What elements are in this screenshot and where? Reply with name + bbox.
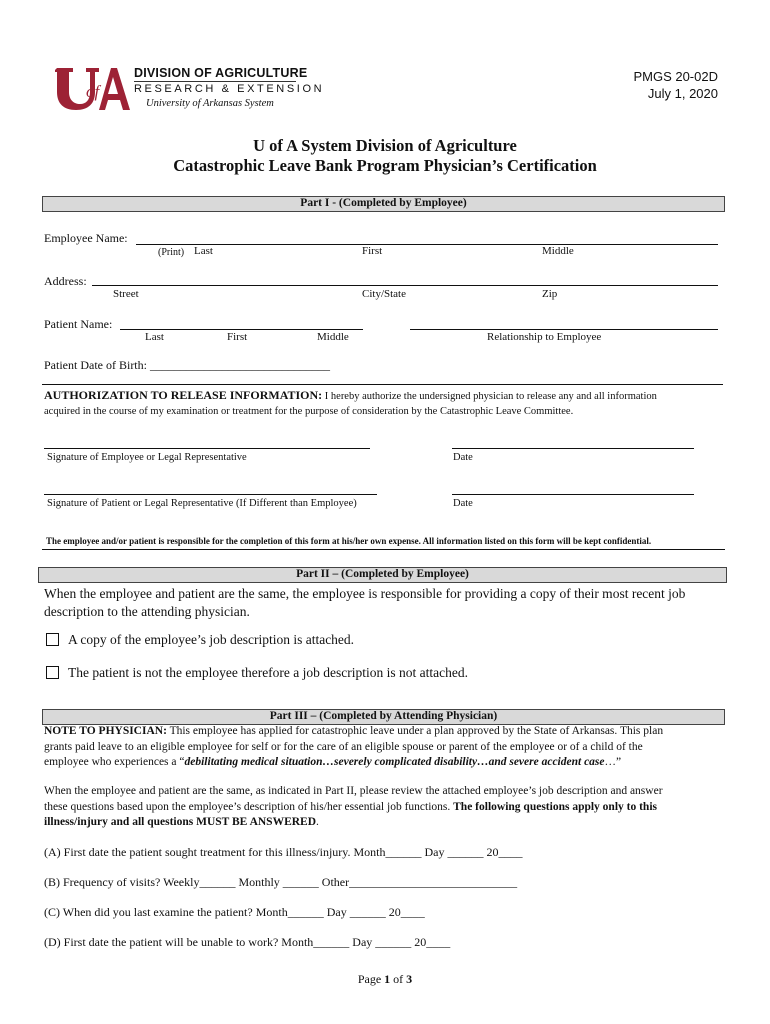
instructions-1: When the employee and patient are the same, as indicated in Part II, please review the attached employee’s job description and answer bbox=[44, 785, 663, 797]
job-description-not-attached-label: The patient is not the employee therefore a job description is not attached. bbox=[68, 665, 468, 680]
patient-name-field[interactable] bbox=[120, 329, 363, 330]
svg-text:of: of bbox=[86, 82, 100, 101]
logo-line1: DIVISION OF AGRICULTURE bbox=[134, 66, 308, 80]
patient-signature-label: Signature of Patient or Legal Representative (If Different than Employee) bbox=[47, 498, 357, 509]
doc-reference bbox=[633, 68, 718, 102]
employee-name-field[interactable] bbox=[136, 244, 718, 245]
patient-middle-hint: Middle bbox=[317, 331, 349, 343]
patient-signature-date-field[interactable] bbox=[452, 494, 694, 495]
patient-first-hint: First bbox=[227, 331, 248, 343]
uofa-logo-mark bbox=[55, 64, 131, 114]
physician-note-heading: NOTE TO PHYSICIAN: bbox=[44, 725, 167, 737]
address-label: Address: bbox=[44, 274, 87, 288]
physician-note-quote: debilitating medical situation…severely complicated disability…and severe accident case bbox=[184, 756, 605, 768]
instructions-3-end: . bbox=[316, 816, 319, 828]
page-number bbox=[0, 972, 770, 987]
date-label-2: Date bbox=[453, 498, 473, 509]
logo-line2: RESEARCH & EXTENSION bbox=[134, 83, 325, 95]
part3-header: Part III – (Completed by Attending Physician) bbox=[42, 709, 725, 725]
patient-name-label: Patient Name: bbox=[44, 317, 113, 331]
question-c[interactable]: (C) When did you last examine the patient? Month______ Day ______ 20____ bbox=[44, 905, 425, 919]
auth-text-2: acquired in the course of my examination or treatment for the purpose of consideration by the Catastrophic Leave Committee. bbox=[44, 406, 574, 417]
logo-divider bbox=[134, 81, 296, 82]
city-state-hint: City/State bbox=[362, 288, 406, 300]
job-description-attached-label: A copy of the employee’s job description is attached. bbox=[68, 632, 355, 647]
part1-header: Part I - (Completed by Employee) bbox=[42, 196, 725, 212]
job-description-attached-checkbox[interactable] bbox=[46, 633, 59, 646]
doc-date: July 1, 2020 bbox=[647, 86, 718, 101]
patient-last-hint: Last bbox=[145, 331, 164, 343]
physician-note-3a: employee who experiences a “ bbox=[44, 756, 185, 768]
question-a[interactable]: (A) First date the patient sought treatment for this illness/injury. Month______ Day ______ 20____ bbox=[44, 845, 523, 859]
logo-line3: University of Arkansas System bbox=[146, 98, 274, 109]
patient-dob-field[interactable]: Patient Date of Birth: ______________________________ bbox=[44, 358, 330, 372]
page-of: of bbox=[390, 972, 407, 986]
physician-instructions bbox=[44, 784, 734, 831]
date-label-1: Date bbox=[453, 452, 473, 463]
physician-note bbox=[44, 724, 734, 771]
page-current: 1 bbox=[384, 972, 391, 986]
employee-signature-label: Signature of Employee or Legal Representative bbox=[47, 452, 247, 463]
physician-note-3c: …” bbox=[604, 756, 622, 768]
middle-hint: Middle bbox=[542, 245, 574, 257]
page-subtitle: Catastrophic Leave Bank Program Physician’s Certification bbox=[173, 156, 597, 175]
part2-intro-2: description to the attending physician. bbox=[44, 604, 250, 619]
confidentiality-note: The employee and/or patient is responsible for the completion of this form at his/her own expense. All information listed on this form will be kept confidential. bbox=[46, 536, 652, 546]
first-hint: First bbox=[362, 245, 383, 257]
instructions-2a: these questions based upon the employee’s description of his/her essential job functions. bbox=[44, 800, 454, 813]
part2-intro-1: When the employee and patient are the same, the employee is responsible for providing a copy of their most recent job bbox=[44, 586, 686, 601]
employee-name-label: Employee Name: bbox=[44, 231, 128, 245]
part2-intro bbox=[44, 585, 744, 621]
page-total: 3 bbox=[406, 972, 413, 986]
physician-note-1: This employee has applied for catastrophic leave under a plan approved by the State of Arkansas. This plan bbox=[166, 725, 664, 737]
part2-header: Part II – (Completed by Employee) bbox=[38, 567, 727, 583]
question-d[interactable]: (D) First date the patient will be unable to work? Month______ Day ______ 20____ bbox=[44, 935, 451, 949]
instructions-2b: The following questions apply only to this bbox=[453, 800, 657, 813]
part1-bottom-rule bbox=[42, 549, 725, 550]
address-field[interactable] bbox=[92, 285, 718, 286]
relationship-hint: Relationship to Employee bbox=[487, 331, 602, 343]
auth-text-1: I hereby authorize the undersigned physician to release any and all information bbox=[322, 391, 657, 402]
authorization-text bbox=[44, 388, 734, 419]
page-prefix: Page bbox=[357, 972, 385, 986]
physician-note-2: grants paid leave to an eligible employee for self or for the care of an eligible spouse or parent of the employee or of a child of the bbox=[44, 740, 643, 753]
doc-code: PMGS 20-02D bbox=[633, 69, 718, 84]
street-hint: Street bbox=[113, 288, 139, 300]
employee-signature-field[interactable] bbox=[44, 448, 370, 449]
patient-signature-field[interactable] bbox=[44, 494, 377, 495]
question-b[interactable]: (B) Frequency of visits? Weekly______ Monthly ______ Other____________________________ bbox=[44, 875, 518, 889]
auth-divider bbox=[42, 384, 723, 385]
relationship-field[interactable] bbox=[410, 329, 718, 330]
page-title: U of A System Division of Agriculture bbox=[253, 136, 517, 155]
zip-hint: Zip bbox=[542, 288, 558, 300]
job-description-not-attached-checkbox[interactable] bbox=[46, 666, 59, 679]
auth-heading: AUTHORIZATION TO RELEASE INFORMATION: bbox=[44, 388, 323, 402]
employee-signature-date-field[interactable] bbox=[452, 448, 694, 449]
print-hint: (Print) bbox=[158, 247, 185, 258]
instructions-3: illness/injury and all questions MUST BE ANSWERED bbox=[44, 816, 317, 828]
last-hint: Last bbox=[194, 245, 213, 257]
